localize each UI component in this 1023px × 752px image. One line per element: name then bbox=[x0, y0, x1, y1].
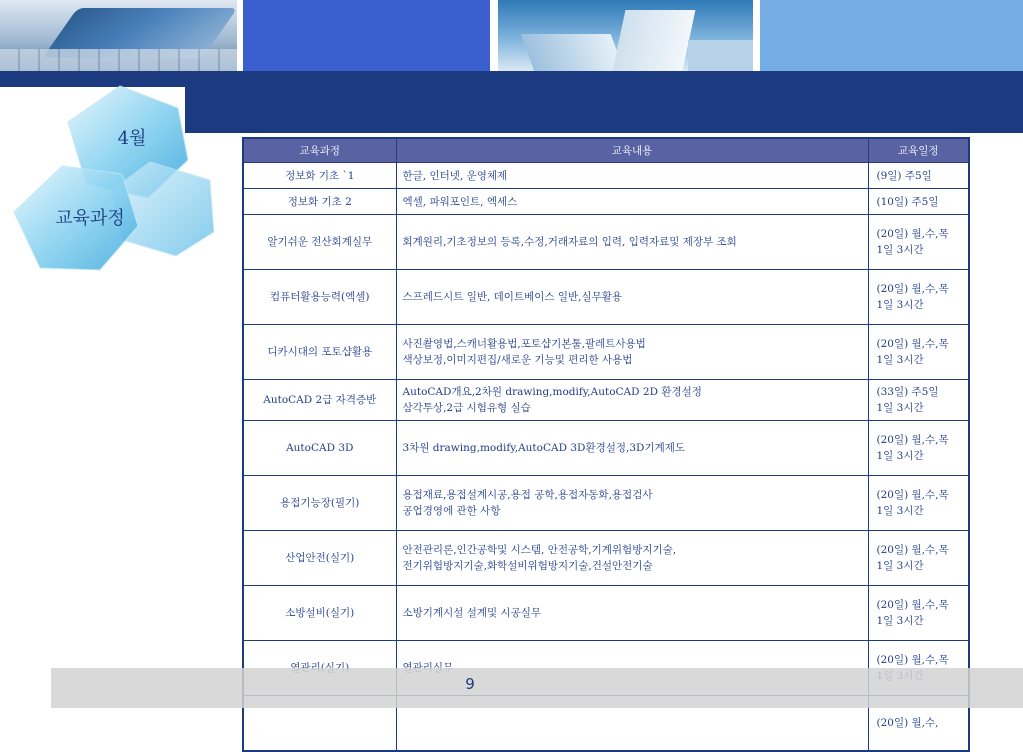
content-line: 전기위험방지기술,화학설비위험방지기술,건설안전기술 bbox=[402, 560, 653, 572]
table-row bbox=[243, 189, 969, 215]
header-schedule: 교육일정 bbox=[868, 138, 969, 163]
table-row bbox=[243, 215, 969, 270]
schedule-line: (20일) 월,수,목 bbox=[876, 599, 949, 611]
content-cell bbox=[396, 215, 868, 270]
content-line: 한글, 인터넷, 운영체제 bbox=[402, 169, 508, 182]
content-cell bbox=[396, 163, 868, 189]
footer-bar bbox=[51, 668, 1023, 708]
schedule-cell bbox=[868, 270, 969, 325]
content-line: 색상보정,이미지편집/새로운 기능및 편리한 사용법 bbox=[402, 354, 633, 366]
table-row bbox=[243, 270, 969, 325]
schedule-line: (10일) 주5일 bbox=[876, 195, 939, 208]
schedule-line: (9일) 주5일 bbox=[876, 169, 932, 182]
schedule-cell bbox=[868, 215, 969, 270]
content-cell bbox=[396, 270, 868, 325]
schedule-line: 1일 3시간 bbox=[876, 505, 924, 517]
content-line: 안전관리론,인간공학및 시스템, 안전공학,기계위험방지기술, bbox=[402, 544, 677, 556]
schedule-line: (33일) 주5일 bbox=[876, 386, 939, 398]
course-cell: 정보화 기초 `1 bbox=[243, 163, 396, 189]
course-table bbox=[242, 137, 970, 752]
buildings-image bbox=[498, 0, 753, 71]
content-cell bbox=[396, 421, 868, 476]
table-row bbox=[243, 476, 969, 531]
course-cell: 정보화 기초 2 bbox=[243, 189, 396, 215]
blue-tile-image bbox=[243, 0, 490, 71]
schedule-line: 1일 3시간 bbox=[876, 450, 924, 462]
schedule-cell bbox=[868, 380, 969, 421]
page-number: 9 bbox=[465, 675, 475, 693]
content-cell bbox=[396, 380, 868, 421]
schedule-line: 1일 3시간 bbox=[876, 244, 924, 256]
schedule-line: (20일) 월,수,목 bbox=[876, 283, 949, 295]
header-content: 교육내용 bbox=[396, 138, 868, 163]
course-cell: 알기쉬운 전산회계실무 bbox=[243, 215, 396, 270]
content-line: 스프레드시트 일반, 데이트베이스 일반,실무활용 bbox=[402, 291, 623, 303]
content-line: 엑셀, 파워포인트, 엑세스 bbox=[402, 195, 518, 208]
schedule-cell bbox=[868, 163, 969, 189]
course-cell: 컴퓨터활용능력(엑셀) bbox=[243, 270, 396, 325]
table-row bbox=[243, 380, 969, 421]
keyboard-hands-image bbox=[0, 0, 237, 71]
content-line: 사진촬영법,스캐너활용법,포토샵기본툴,팔레트사용법 bbox=[402, 338, 646, 350]
course-table-wrapper bbox=[242, 137, 968, 752]
schedule-cell bbox=[868, 476, 969, 531]
hexagon-graphic bbox=[0, 80, 240, 280]
schedule-line: (20일) 월,수,목 bbox=[876, 338, 949, 350]
schedule-line: (20일) 월,수, bbox=[876, 717, 939, 729]
schedule-line: (20일) 월,수,목 bbox=[876, 434, 949, 446]
schedule-line: (20일) 월,수,목 bbox=[876, 544, 949, 556]
schedule-line: 1일 3시간 bbox=[876, 299, 924, 311]
table-row bbox=[243, 586, 969, 641]
course-cell: 산업안전(실기) bbox=[243, 531, 396, 586]
schedule-line: 1일 3시간 bbox=[876, 354, 924, 366]
schedule-cell bbox=[868, 531, 969, 586]
content-line: AutoCAD개요,2차원 drawing,modify,AutoCAD 2D 환경설정 bbox=[402, 386, 702, 398]
content-cell bbox=[396, 189, 868, 215]
schedule-line: 1일 3시간 bbox=[876, 402, 924, 414]
light-blue-tile-image bbox=[760, 0, 1023, 71]
schedule-cell bbox=[868, 586, 969, 641]
table-row bbox=[243, 163, 969, 189]
schedule-cell bbox=[868, 421, 969, 476]
schedule-cell bbox=[868, 325, 969, 380]
header-image-strip bbox=[0, 0, 1023, 71]
course-cell: AutoCAD 3D bbox=[243, 421, 396, 476]
schedule-line: (20일) 월,수,목 bbox=[876, 654, 949, 666]
content-line: 3차원 drawing,modify,AutoCAD 3D환경설정,3D기계제도 bbox=[402, 442, 686, 454]
content-line: 회계원리,기초정보의 등록,수정,거래자료의 입력, 입력자료및 제장부 조회 bbox=[402, 236, 737, 248]
navy-title-panel bbox=[185, 71, 1023, 133]
schedule-line: 1일 3시간 bbox=[876, 615, 924, 627]
content-cell bbox=[396, 476, 868, 531]
course-cell: AutoCAD 2급 자격증반 bbox=[243, 380, 396, 421]
table-header-row bbox=[243, 138, 969, 163]
schedule-line: 1일 3시간 bbox=[876, 560, 924, 572]
content-cell bbox=[396, 325, 868, 380]
schedule-line: (20일) 월,수,목 bbox=[876, 489, 949, 501]
course-cell: 소방설비(실기) bbox=[243, 586, 396, 641]
content-line: 삼각투상,2급 시험유형 실습 bbox=[402, 402, 531, 414]
table-row bbox=[243, 421, 969, 476]
schedule-line: (20일) 월,수,목 bbox=[876, 228, 949, 240]
course-cell: 용접기능장(필기) bbox=[243, 476, 396, 531]
content-line: 용접재료,용접설계시공,용접 공학,용접자동화,용접검사 bbox=[402, 489, 653, 501]
content-cell bbox=[396, 531, 868, 586]
content-line: 공업경영에 관한 사항 bbox=[402, 505, 501, 517]
content-line: 소방기계시설 설계및 시공실무 bbox=[402, 607, 542, 619]
table-row bbox=[243, 531, 969, 586]
table-row bbox=[243, 325, 969, 380]
section-title: 교육과정 bbox=[55, 208, 125, 229]
content-cell bbox=[396, 586, 868, 641]
header-course: 교육과정 bbox=[243, 138, 396, 163]
month-label: 4월 bbox=[117, 128, 147, 149]
course-cell: 디카시대의 포토샵활용 bbox=[243, 325, 396, 380]
schedule-cell bbox=[868, 189, 969, 215]
